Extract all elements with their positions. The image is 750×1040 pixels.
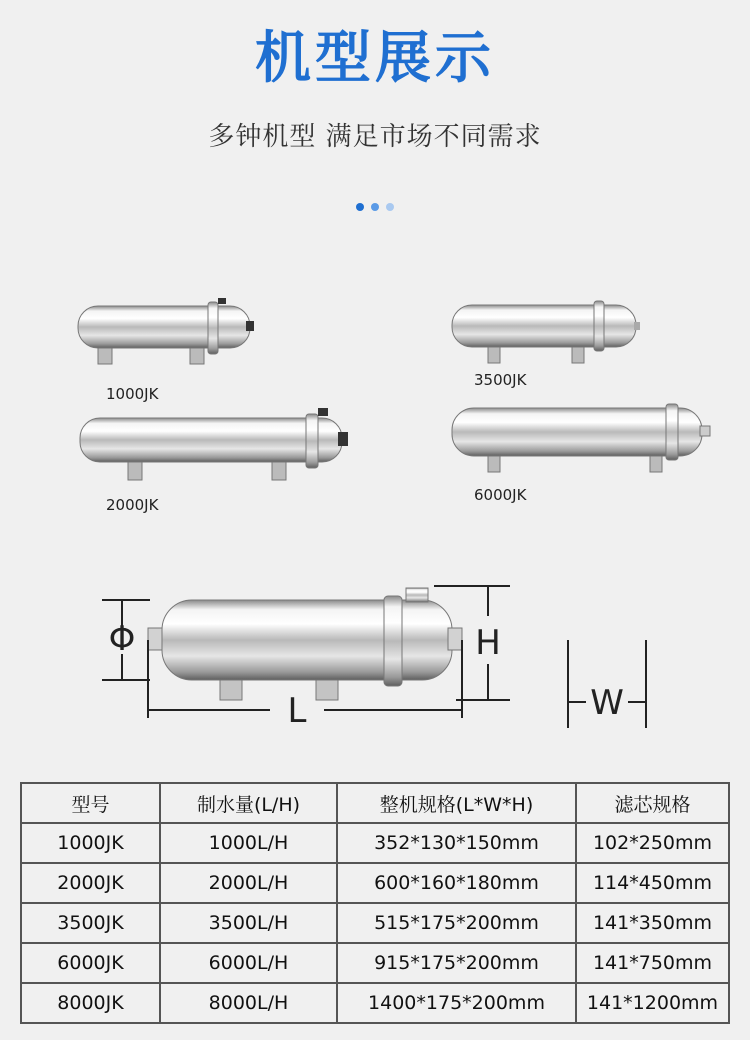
height-label: H bbox=[475, 623, 501, 663]
phi-label: Φ bbox=[108, 619, 136, 659]
dimension-diagram bbox=[90, 578, 670, 738]
product-image-1000jk bbox=[70, 288, 270, 368]
cell-filter: 114*450mm bbox=[576, 863, 729, 903]
cell-model: 3500JK bbox=[21, 903, 160, 943]
cell-filter: 141*350mm bbox=[576, 903, 729, 943]
product-image-3500jk bbox=[444, 295, 650, 367]
table-header-row bbox=[21, 783, 729, 823]
cell-model: 2000JK bbox=[21, 863, 160, 903]
cell-flow: 3500L/H bbox=[160, 903, 337, 943]
cell-size: 1400*175*200mm bbox=[337, 983, 576, 1023]
carousel-dot-2[interactable] bbox=[371, 203, 379, 211]
cell-size: 352*130*150mm bbox=[337, 823, 576, 863]
header-flow: 制水量(L/H) bbox=[160, 783, 337, 823]
product-image-6000jk bbox=[444, 398, 720, 478]
page-title: 机型展示 bbox=[255, 26, 495, 91]
table-row bbox=[21, 983, 729, 1023]
cell-size: 600*160*180mm bbox=[337, 863, 576, 903]
table-row bbox=[21, 903, 729, 943]
page-subtitle: 多钟机型 满足市场不同需求 bbox=[208, 122, 542, 152]
cell-flow: 1000L/H bbox=[160, 823, 337, 863]
carousel-dot-3[interactable] bbox=[386, 203, 394, 211]
width-label: W bbox=[590, 683, 624, 723]
product-image-2000jk bbox=[72, 402, 360, 488]
table-row bbox=[21, 863, 729, 903]
product-label-6000jk: 6000JK bbox=[474, 486, 527, 504]
carousel-dots bbox=[356, 203, 394, 211]
cell-filter: 141*750mm bbox=[576, 943, 729, 983]
product-label-3500jk: 3500JK bbox=[474, 371, 527, 389]
cell-filter: 102*250mm bbox=[576, 823, 729, 863]
cell-model: 1000JK bbox=[21, 823, 160, 863]
cell-model: 8000JK bbox=[21, 983, 160, 1023]
cell-model: 6000JK bbox=[21, 943, 160, 983]
cell-size: 915*175*200mm bbox=[337, 943, 576, 983]
length-label: L bbox=[287, 691, 307, 731]
cell-size: 515*175*200mm bbox=[337, 903, 576, 943]
header-size: 整机规格(L*W*H) bbox=[337, 783, 576, 823]
table-row bbox=[21, 823, 729, 863]
cell-flow: 2000L/H bbox=[160, 863, 337, 903]
product-label-1000jk: 1000JK bbox=[106, 385, 159, 403]
product-label-2000jk: 2000JK bbox=[106, 496, 159, 514]
cell-filter: 141*1200mm bbox=[576, 983, 729, 1023]
header-filter: 滤芯规格 bbox=[576, 783, 729, 823]
carousel-dot-1[interactable] bbox=[356, 203, 364, 211]
table-row bbox=[21, 943, 729, 983]
cell-flow: 8000L/H bbox=[160, 983, 337, 1023]
spec-table bbox=[20, 782, 730, 1024]
cell-flow: 6000L/H bbox=[160, 943, 337, 983]
header-model: 型号 bbox=[21, 783, 160, 823]
